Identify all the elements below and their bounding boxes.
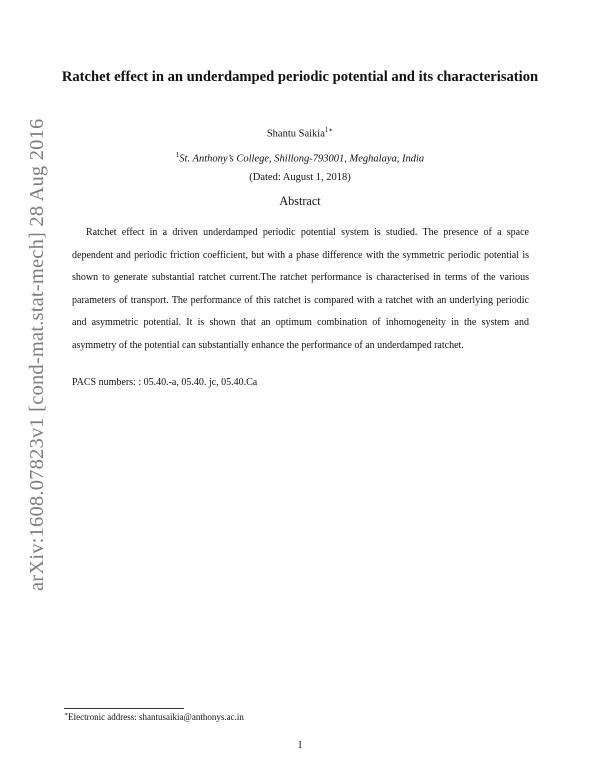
author-line	[0, 126, 600, 140]
author-name: Shantu Saikia	[266, 128, 325, 140]
date-line: (Dated: August 1, 2018)	[249, 172, 351, 183]
abstract-heading: Abstract	[279, 194, 321, 208]
footnote	[64, 711, 244, 722]
author-marks: 1∗	[324, 126, 334, 134]
affiliation-mark: 1	[175, 151, 180, 159]
footnote-divider	[64, 708, 184, 709]
footnote-text: Electronic address: shantusaikia@anthonys.ac.in	[68, 712, 244, 722]
page-number: 1	[297, 740, 303, 751]
affiliation-text: St. Anthony’s College, Shillong-793001, Meghalaya, India	[179, 153, 425, 165]
footnote-mark: ∗	[64, 712, 69, 718]
arxiv-identifier: arXiv:1608.07823v1 [cond-mat.stat-mech] 28 Aug 2016	[26, 118, 48, 591]
abstract-body: Ratchet effect in a driven underdamped periodic potential system is studied. The presence of a space dependent and periodic friction coefficient, but with a phase difference with the symmetric periodic potential is shown to generate substantial ratchet current.The ratchet performance is characterised in terms of the various parameters of transport. The performance of this ratchet is compared with a ratchet with an underlying periodic and asymmetric potential. It is shown that an optimum combination of inhomogeneity in the system and asymmetry of the potential can substantially enhance the performance of an underdamped ratchet.	[72, 227, 529, 351]
paper-title: Ratchet effect in an underdamped periodic potential and its characterisation	[61, 69, 539, 85]
affiliation-line	[0, 151, 600, 165]
pacs-numbers: PACS numbers: : 05.40.-a, 05.40. jc, 05.40.Ca	[72, 377, 258, 388]
